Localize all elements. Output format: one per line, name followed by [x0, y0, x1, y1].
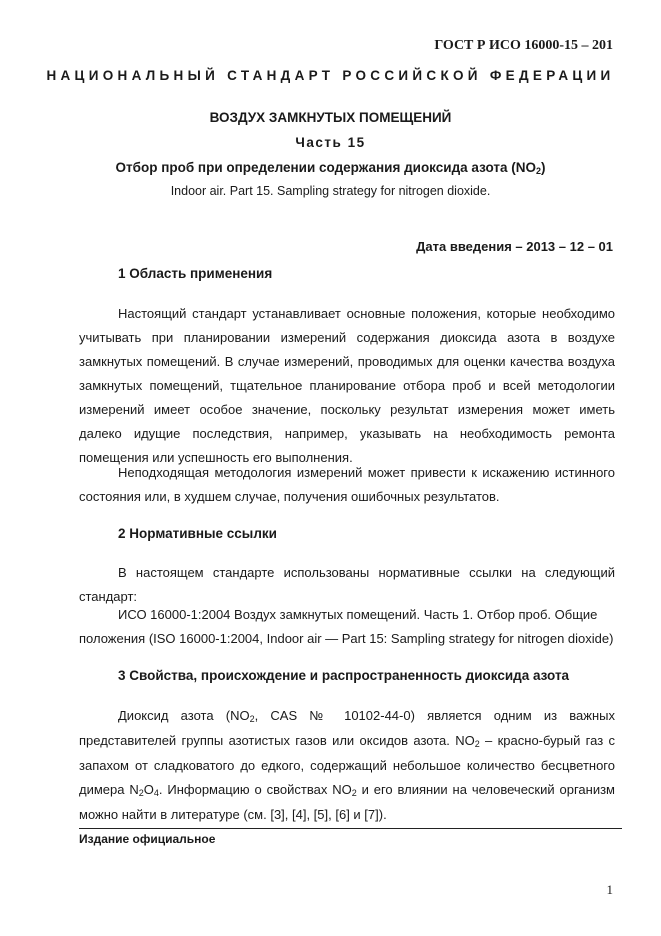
section-1-paragraph-1: Настоящий стандарт устанавливает основные положения, которые необходимо учитывать при планировании измерений содержания диоксида азота в воздухе замкнутых помещений. В случае измерений, проводимых для оценки качества воздуха замкнутых помещений, тщательное планирование отбора проб и всей методологии измерений имеет особое значение, поскольку результат измерения может иметь далеко идущие последствия, например, указывать на необходимость ремонта помещения или успешность его выполнения.	[79, 306, 615, 465]
reference-line-2: положения (ISO 16000-1:2004, Indoor air — Part 15: Sampling strategy for nitrogen dioxide)	[79, 631, 614, 646]
edition-note: Издание официальное	[79, 832, 216, 846]
introduction-date: Дата введения – 2013 – 12 – 01	[416, 239, 613, 254]
section-1-heading: 1 Область применения	[118, 266, 273, 281]
section-2-paragraph: В настоящем стандарте использованы нормативные ссылки на следующий стандарт:	[79, 565, 615, 604]
s3-sub-5: 2	[351, 788, 357, 798]
document-title: ВОЗДУХ ЗАМКНУТЫХ ПОМЕЩЕНИЙ	[209, 110, 452, 125]
page-number: 1	[606, 882, 613, 897]
s3-sub-2: 2	[474, 739, 480, 749]
document-subtitle	[0, 160, 661, 175]
subtitle-close: )	[541, 160, 546, 175]
section-1-paragraph-2: Неподходящая методология измерений может привести к искажению истинного состояния или, в худшем случае, получения ошибочных результатов.	[79, 465, 615, 504]
subtitle-text: Отбор проб при определении содержания диоксида азота (NO	[115, 160, 536, 175]
part-number: Часть 15	[295, 135, 366, 150]
s3-text-2: , CAS № 10102-44-0) является одним из важных представителей группы азотистых газов или оксидов азота. NO	[79, 708, 615, 748]
english-title: Indoor air. Part 15. Sampling strategy for nitrogen dioxide.	[170, 184, 491, 198]
s3-text-3: – красно-бурый газ с запахом от сладковатого до едкого, содержащий небольшое количество бесцветного димера N	[79, 733, 615, 797]
section-3-heading: 3 Свойства, происхождение и распространенность диоксида азота	[118, 668, 570, 683]
reference-line-1: ИСО 16000-1:2004 Воздух замкнутых помещений. Часть 1. Отбор проб. Общие	[118, 607, 598, 622]
s3-sub-4: 4	[153, 788, 159, 798]
gost-code: ГОСТ Р ИСО 16000-15 – 201	[434, 38, 613, 53]
s3-text-4: O	[143, 782, 154, 797]
s3-sub-3: 2	[138, 788, 144, 798]
subtitle-subscript: 2	[535, 166, 541, 176]
footer-divider	[79, 828, 622, 829]
standard-title: НАЦИОНАЛЬНЫЙ СТАНДАРТ РОССИЙСКОЙ ФЕДЕРАЦИИ	[46, 68, 615, 83]
s3-text-6: и его влиянии на человеческий организм можно найти в литературе (см. [3], [4], [5], [6] и [7]).	[79, 782, 615, 822]
section-3-paragraph	[79, 704, 615, 827]
s3-text-1: Диоксид азота (NO	[118, 708, 250, 723]
s3-sub-1: 2	[249, 714, 255, 724]
s3-text-5: . Информацию о свойствах NO	[158, 782, 352, 797]
section-2-heading: 2 Нормативные ссылки	[118, 526, 277, 541]
